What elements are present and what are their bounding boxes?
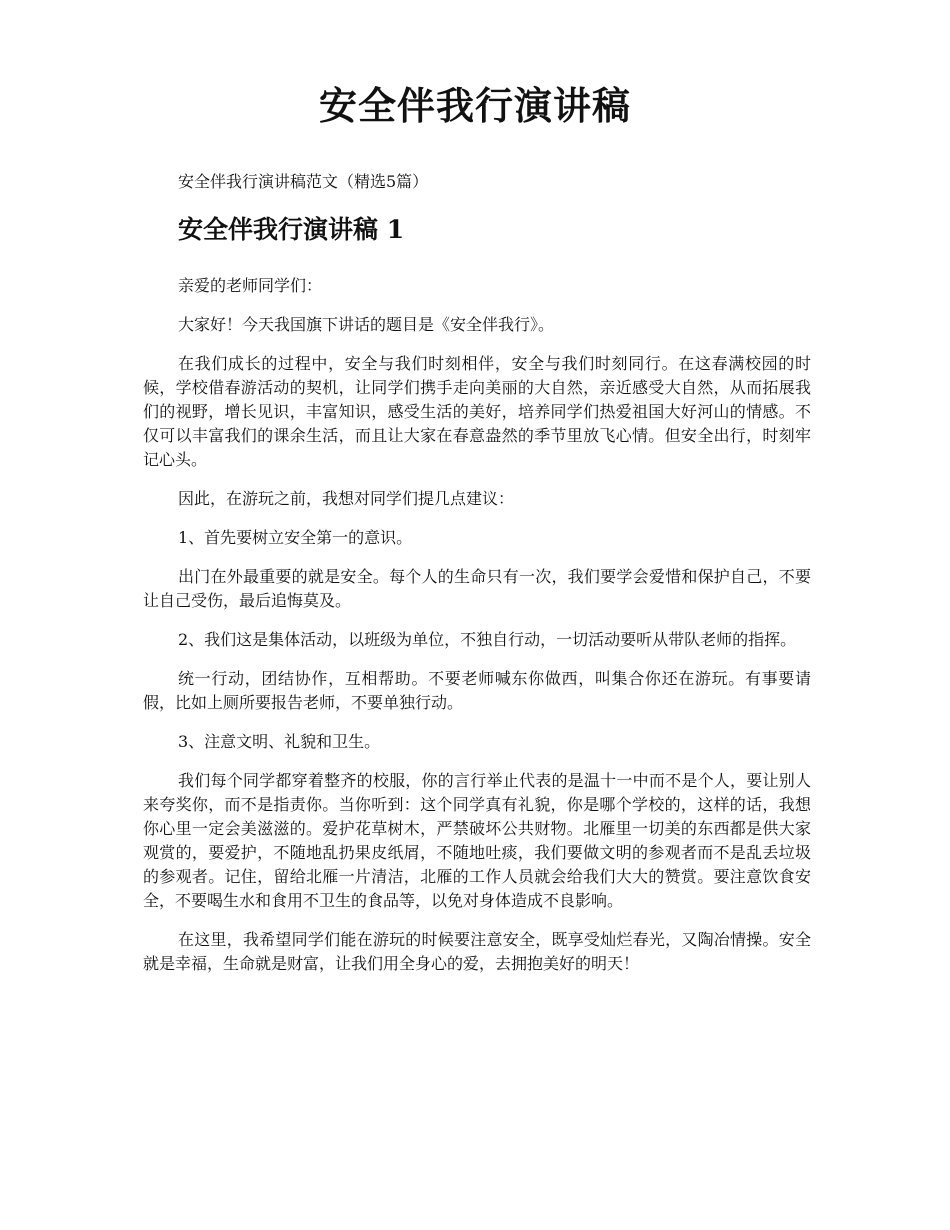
document-subtitle: 安全伴我行演讲稿范文（精选5篇） [178, 172, 429, 191]
paragraph-greeting: 大家好！今天我国旗下讲话的题目是《安全伴我行》。 [178, 315, 555, 334]
document-body [143, 168, 811, 991]
paragraph-point-2: 2、我们这是集体活动，以班级为单位，不独自行动，一切活动要听从带队老师的指挥。 [178, 630, 797, 649]
paragraph-point-1-detail: 出门在外最重要的就是安全。每个人的生命只有一次，我们要学会爱惜和保护自己，不要让自己受伤，最后追悔莫及。 [143, 567, 811, 610]
paragraph-point-3-detail: 我们每个同学都穿着整齐的校服，你的言行举止代表的是温十一中而不是个人，要让别人来夸奖你，而不是指责你。当你听到：这个同学真有礼貌，你是哪个学校的，这样的话，我想你心里一定会美滋滋的。爱护花草树木，严禁破坏公共财物。北雁里一切美的东西都是供大家观赏的，要爱护，不随地乱扔果皮纸屑，不随地吐痰，我们要做文明的参观者而不是乱丢垃圾的参观者。记住，留给北雁一片清洁，北雁的工作人员就会给我们大大的赞赏。要注意饮食安全，不要喝生水和食用不卫生的食品等，以免对身体造成不良影响。 [143, 771, 811, 910]
paragraph-closing: 在这里，我希望同学们能在游玩的时候要注意安全，既享受灿烂春光，又陶冶情操。安全就是幸福，生命就是财富，让我们用全身心的爱，去拥抱美好的明天！ [143, 930, 811, 973]
paragraph-suggestions-lead: 因此，在游玩之前，我想对同学们提几点建议： [178, 489, 515, 508]
speech-paragraphs [143, 274, 811, 976]
paragraph-point-1: 1、首先要树立安全第一的意识。 [178, 528, 413, 547]
document-title: 安全伴我行演讲稿 [318, 83, 631, 128]
paragraph-point-2-detail: 统一行动，团结协作，互相帮助。不要老师喊东你做西，叫集合你还在游玩。有事要请假，比如上厕所要报告老师，不要单独行动。 [143, 669, 811, 712]
paragraph-point-3: 3、注意文明、礼貌和卫生。 [178, 732, 381, 751]
section-heading: 安全伴我行演讲稿 1 [178, 215, 405, 244]
paragraph-salutation: 亲爱的老师同学们： [178, 276, 323, 295]
paragraph-intro: 在我们成长的过程中，安全与我们时刻相伴，安全与我们时刻同行。在这春满校园的时候，学校借春游活动的契机，让同学们携手走向美丽的大自然，亲近感受大自然，从而拓展我们的视野，增长见识，丰富知识，感受生活的美好，培养同学们热爱祖国大好河山的情感。不仅可以丰富我们的课余生活，而且让大家在春意盎然的季节里放飞心情。但安全出行，时刻牢记心头。 [143, 354, 811, 469]
